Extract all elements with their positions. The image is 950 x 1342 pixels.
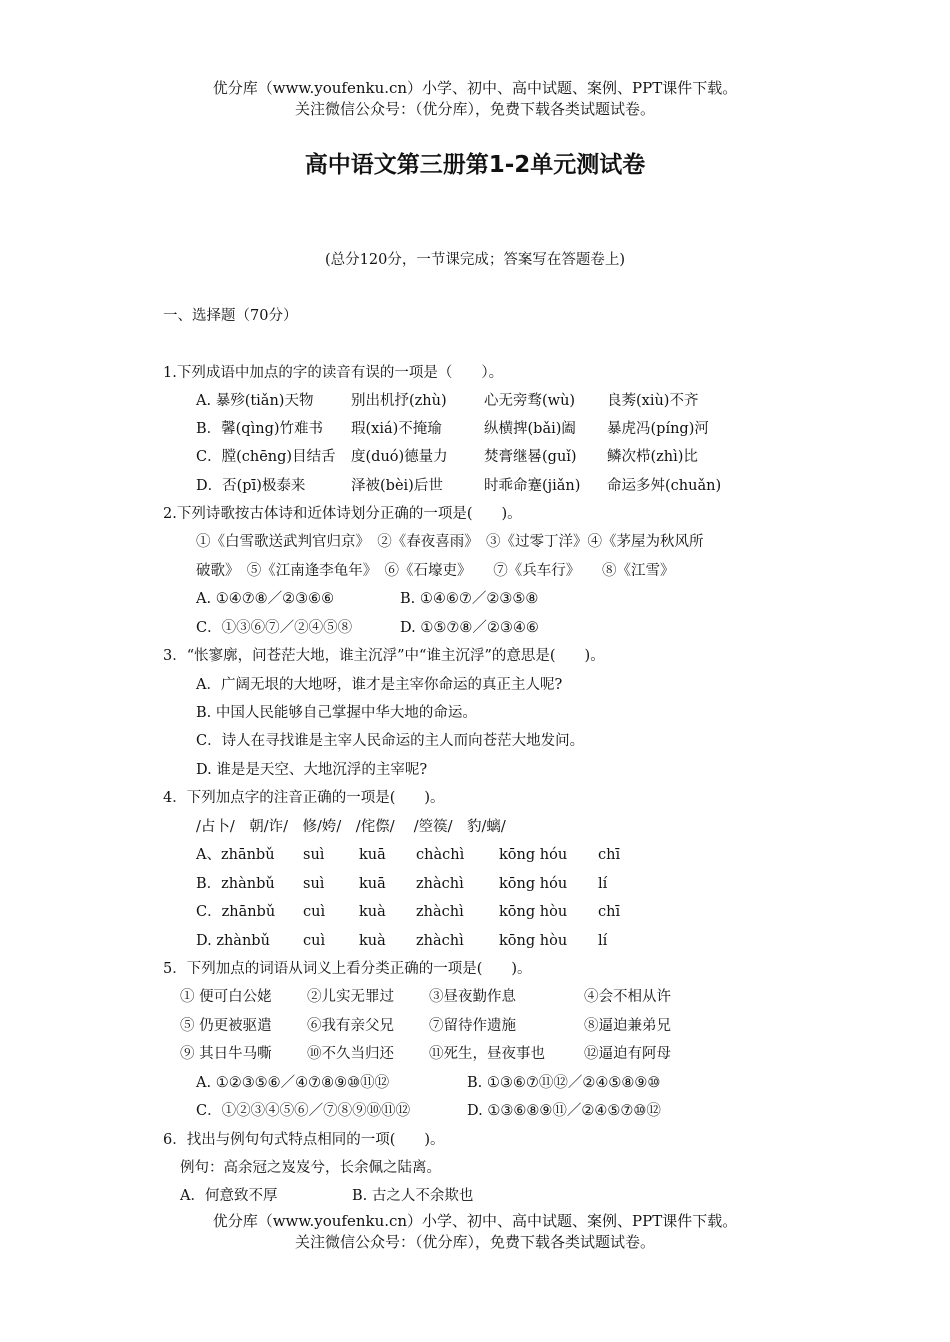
q4-b-6: lí — [598, 876, 608, 892]
q4-words: /占卜/ 朝/诈/ 修/姱/ /侘傺/ /箜篌/ 豹/螭/ — [196, 819, 506, 835]
q4-d-2: cuì — [303, 933, 326, 949]
q6-option-a: A．何意致不厚 — [180, 1188, 278, 1204]
q6-option-b: B. 古之人不余欺也 — [352, 1188, 474, 1204]
q1-b-1: B．馨(qìng)竹难书 — [196, 421, 324, 437]
q3-stem: 3．“怅寥廓，问苍茫大地，谁主沉浮”中“谁主沉浮”的意思是( )。 — [163, 648, 605, 664]
q2-option-a: A. ①④⑦⑧／②③⑥⑥ — [196, 591, 335, 607]
q5-r3-1: ⑨ 其日牛马嘶 — [180, 1046, 272, 1062]
q4-b-2: suì — [303, 876, 325, 892]
footer-line-1: 优分库（www.youfenku.cn）小学、初中、高中试题、案例、PPT课件下载。 — [212, 1212, 738, 1230]
q3-option-b: B. 中国人民能够自己掌握中华大地的命运。 — [196, 705, 477, 721]
q2-stem: 2.下列诗歌按古体诗和近体诗划分正确的一项是( )。 — [163, 506, 522, 522]
page-title: 高中语文第三册第1-2单元测试卷 — [304, 152, 646, 178]
q4-b-4: zhàchì — [416, 876, 464, 892]
q4-b-1: B．zhànbǔ — [196, 876, 275, 892]
q5-stem: 5．下列加点的词语从词义上看分类正确的一项是( )。 — [163, 961, 532, 977]
q4-d-1: D. zhànbǔ — [196, 933, 270, 949]
q5-option-d: D. ①③⑥⑧⑨⑪／②④⑤⑦⑩⑫ — [467, 1103, 661, 1119]
q4-a-5: kōng hóu — [499, 847, 568, 863]
q5-option-b: B. ①③⑥⑦⑪⑫／②④⑤⑧⑨⑩ — [467, 1075, 661, 1091]
q1-a-3: 心无旁骛(wù) — [484, 393, 576, 409]
q4-c-1: C．zhānbǔ — [196, 904, 276, 920]
q5-option-a: A. ①②③⑤⑥／④⑦⑧⑨⑩⑪⑫ — [196, 1075, 390, 1091]
q5-r1-3: ③昼夜勤作息 — [429, 989, 516, 1005]
q6-stem: 6．找出与例句句式特点相同的一项( )。 — [163, 1132, 445, 1148]
q2-poems-line-2: 破歌》 ⑤《江南逢李龟年》 ⑥《石壕吏》 ⑦《兵车行》 ⑧《江雪》 — [196, 563, 675, 579]
section-heading: 一、选择题（70分） — [163, 308, 298, 324]
q4-a-6: chī — [598, 847, 621, 863]
q2-poems-line-1: ①《白雪歌送武判官归京》 ②《春夜喜雨》 ③《过零丁洋》④《茅屋为秋风所 — [196, 534, 704, 550]
q1-b-4: 暴虎冯(píng)河 — [607, 421, 709, 437]
q4-b-3: kuā — [359, 876, 386, 892]
q5-r1-2: ②儿实无罪过 — [307, 989, 394, 1005]
q5-r3-4: ⑫逼迫有阿母 — [584, 1046, 671, 1062]
q1-a-1: A. 暴殄(tiǎn)天物 — [196, 393, 314, 409]
q5-r3-3: ⑪死生，昼夜事也 — [429, 1046, 545, 1062]
q6-example: 例句：高余冠之岌岌兮，长余佩之陆离。 — [180, 1160, 441, 1176]
q1-c-3: 焚膏继晷(guǐ) — [484, 449, 577, 465]
q5-r2-3: ⑦留待作遗施 — [429, 1018, 516, 1034]
q1-b-2: 瑕(xiá)不掩瑜 — [351, 421, 442, 437]
header-line-2: 关注微信公众号：（优分库），免费下载各类试题试卷。 — [294, 100, 655, 118]
q5-r2-4: ⑧逼迫兼弟兄 — [584, 1018, 671, 1034]
subtitle: (总分120分，一节课完成；答案写在答题卷上) — [325, 252, 625, 268]
q4-d-3: kuà — [359, 933, 386, 949]
q5-r3-2: ⑩不久当归还 — [307, 1046, 394, 1062]
q4-c-3: kuà — [359, 904, 386, 920]
q1-d-4: 命运多舛(chuǎn) — [607, 478, 722, 494]
q2-option-d: D. ①⑤⑦⑧／②③④⑥ — [400, 620, 539, 636]
q4-c-4: zhàchì — [416, 904, 464, 920]
q1-a-4: 良莠(xiù)不齐 — [607, 393, 699, 409]
q2-option-b: B. ①④⑥⑦／②③⑤⑧ — [400, 591, 539, 607]
q4-a-1: A、zhānbǔ — [196, 847, 275, 863]
q2-option-c: C．①③⑥⑦／②④⑤⑧ — [196, 620, 353, 636]
q1-c-2: 度(duó)德量力 — [351, 449, 448, 465]
q4-d-4: zhàchì — [416, 933, 464, 949]
q1-c-4: 鳞次栉(zhì)比 — [607, 449, 698, 465]
q4-c-5: kōng hòu — [499, 904, 568, 920]
q4-b-5: kōng hóu — [499, 876, 568, 892]
q3-option-c: C．诗人在寻找谁是主宰人民命运的主人而向苍茫大地发问。 — [196, 733, 585, 749]
q1-d-3: 时乖命蹇(jiǎn) — [484, 478, 581, 494]
q1-d-2: 泽被(bèi)后世 — [351, 478, 443, 494]
q5-r2-2: ⑥我有亲父兄 — [307, 1018, 394, 1034]
q4-a-4: chàchì — [416, 847, 465, 863]
q5-option-c: C．①②③④⑤⑥／⑦⑧⑨⑩⑪⑫ — [196, 1103, 411, 1119]
q4-d-6: lí — [598, 933, 608, 949]
q4-c-6: chī — [598, 904, 621, 920]
q4-a-2: suì — [303, 847, 325, 863]
q4-c-2: cuì — [303, 904, 326, 920]
q4-a-3: kuā — [359, 847, 386, 863]
q4-stem: 4．下列加点字的注音正确的一项是( )。 — [163, 790, 445, 806]
q5-r1-1: ① 便可白公姥 — [180, 989, 272, 1005]
q1-a-2: 别出机抒(zhù) — [351, 393, 447, 409]
q1-b-3: 纵横捭(bǎi)阖 — [484, 421, 576, 437]
footer-line-2: 关注微信公众号：（优分库），免费下载各类试题试卷。 — [294, 1233, 655, 1251]
q5-r2-1: ⑤ 仍更被驱遣 — [180, 1018, 272, 1034]
q5-r1-4: ④会不相从许 — [584, 989, 671, 1005]
q1-c-1: C．膛(chēng)目结舌 — [196, 449, 336, 465]
q1-d-1: D．否(pī)极泰来 — [196, 478, 306, 494]
q1-stem: 1.下列成语中加点的字的读音有误的一项是（ ）。 — [163, 365, 504, 381]
q4-d-5: kōng hòu — [499, 933, 568, 949]
header-line-1: 优分库（www.youfenku.cn）小学、初中、高中试题、案例、PPT课件下载。 — [212, 79, 738, 97]
q3-option-d: D. 谁是是天空、大地沉浮的主宰呢? — [196, 762, 428, 778]
q3-option-a: A．广阔无垠的大地呀，谁才是主宰你命运的真正主人呢? — [196, 677, 563, 693]
